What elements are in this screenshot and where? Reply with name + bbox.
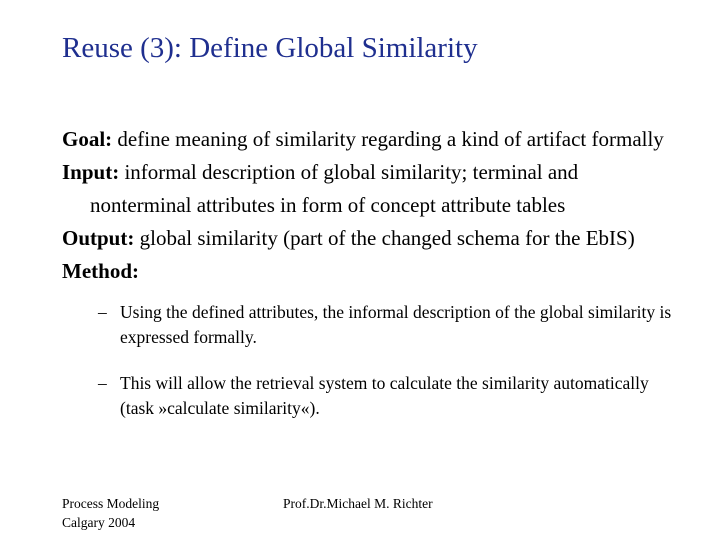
slide-title: Reuse (3): Define Global Similarity [62,32,478,64]
method-step-text: This will allow the retrieval system to calculate the similarity automatically (task »calculate similarity«). [120,373,649,418]
dash-bullet: – [98,373,107,393]
method-step [62,300,682,350]
dash-bullet: – [98,302,107,322]
footer-author: Prof.Dr.Michael M. Richter [283,496,433,511]
footer-course: Process Modeling [62,496,160,511]
input-item [62,156,682,222]
input-label: Input: [62,160,120,184]
goal-label: Goal: [62,127,113,151]
output-item [62,222,682,255]
goal-text: define meaning of similarity regarding a kind of artifact formally [112,127,664,151]
goal-item [62,123,682,156]
method-label: Method: [62,259,139,283]
method-item [62,255,682,288]
footer-left [62,494,159,532]
method-step [62,371,682,421]
input-text: informal description of global similarity; terminal and nonterminal attributes in form of concept attribute tables [90,160,579,217]
method-step-text: Using the defined attributes, the informal description of the global similarity is expressed formally. [120,302,672,347]
output-text: global similarity (part of the changed schema for the EbIS) [134,226,635,250]
footer-place-year: Calgary 2004 [62,515,136,530]
slide-content [62,123,682,421]
output-label: Output: [62,226,135,250]
